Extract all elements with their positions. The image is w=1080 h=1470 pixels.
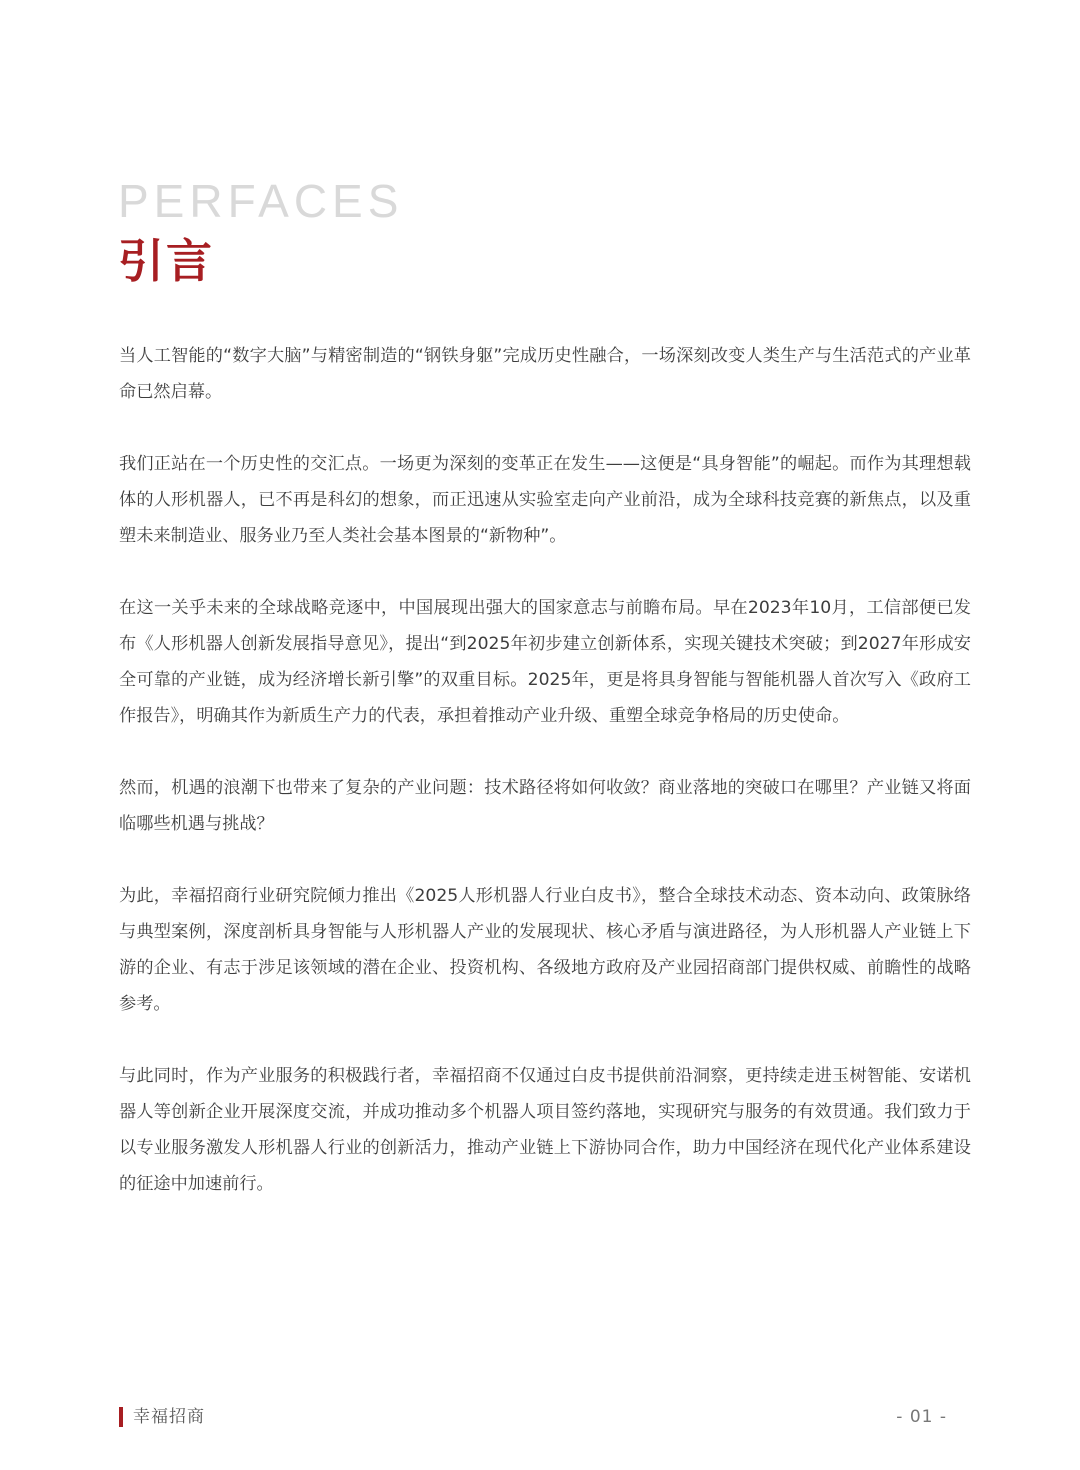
paragraph-4: 然而，机遇的浪潮下也带来了复杂的产业问题：技术路径将如何收敛？商业落地的突破口在哪里？产业链又将面临哪些机遇与挑战？ — [119, 778, 971, 834]
paragraph-5: 为此，幸福招商行业研究院倾力推出《2025人形机器人行业白皮书》，整合全球技术动态、资本动向、政策脉络与典型案例，深度剖析具身智能与人形机器人产业的发展现状、核心矛盾与演进路径，为人形机器人产业链上下游的企业、有志于涉足该领域的潜在企业、投资机构、各级地方政府及产业园招商部门提供权威、前瞻性的战略参考。 — [119, 886, 971, 1014]
footer-brand: 幸福招商 — [133, 1407, 205, 1427]
footer-accent-bar — [119, 1407, 123, 1427]
body-text — [119, 338, 971, 1238]
paragraph-2: 我们正站在一个历史性的交汇点。一场更为深刻的变革正在发生——这便是“具身智能”的崛起。而作为其理想载体的人形机器人，已不再是科幻的想象，而正迅速从实验室走向产业前沿，成为全球科技竞赛的新焦点，以及重塑未来制造业、服务业乃至人类社会基本图景的“新物种”。 — [119, 454, 971, 546]
page-title: 引言 — [118, 234, 214, 288]
paragraph-3: 在这一关乎未来的全球战略竞逐中，中国展现出强大的国家意志与前瞻布局。早在2023年10月，工信部便已发布《人形机器人创新发展指导意见》，提出“到2025年初步建立创新体系，实现关键技术突破；到2027年形成安全可靠的产业链，成为经济增长新引擎”的双重目标。2025年，更是将具身智能与智能机器人首次写入《政府工作报告》，明确其作为新质生产力的代表，承担着推动产业升级、重塑全球竞争格局的历史使命。 — [119, 598, 971, 726]
page-footer — [119, 1405, 961, 1429]
paragraph-1: 当人工智能的“数字大脑”与精密制造的“钢铁身躯”完成历史性融合，一场深刻改变人类生产与生活范式的产业革命已然启幕。 — [119, 346, 971, 402]
section-eyebrow: PERFACES — [118, 175, 404, 227]
paragraph-6: 与此同时，作为产业服务的积极践行者，幸福招商不仅通过白皮书提供前沿洞察，更持续走进玉树智能、安诺机器人等创新企业开展深度交流，并成功推动多个机器人项目签约落地，实现研究与服务的有效贯通。我们致力于以专业服务激发人形机器人行业的创新活力，推动产业链上下游协同合作，助力中国经济在现代化产业体系建设的征途中加速前行。 — [119, 1066, 971, 1194]
page-number: - 01 - — [896, 1407, 947, 1427]
